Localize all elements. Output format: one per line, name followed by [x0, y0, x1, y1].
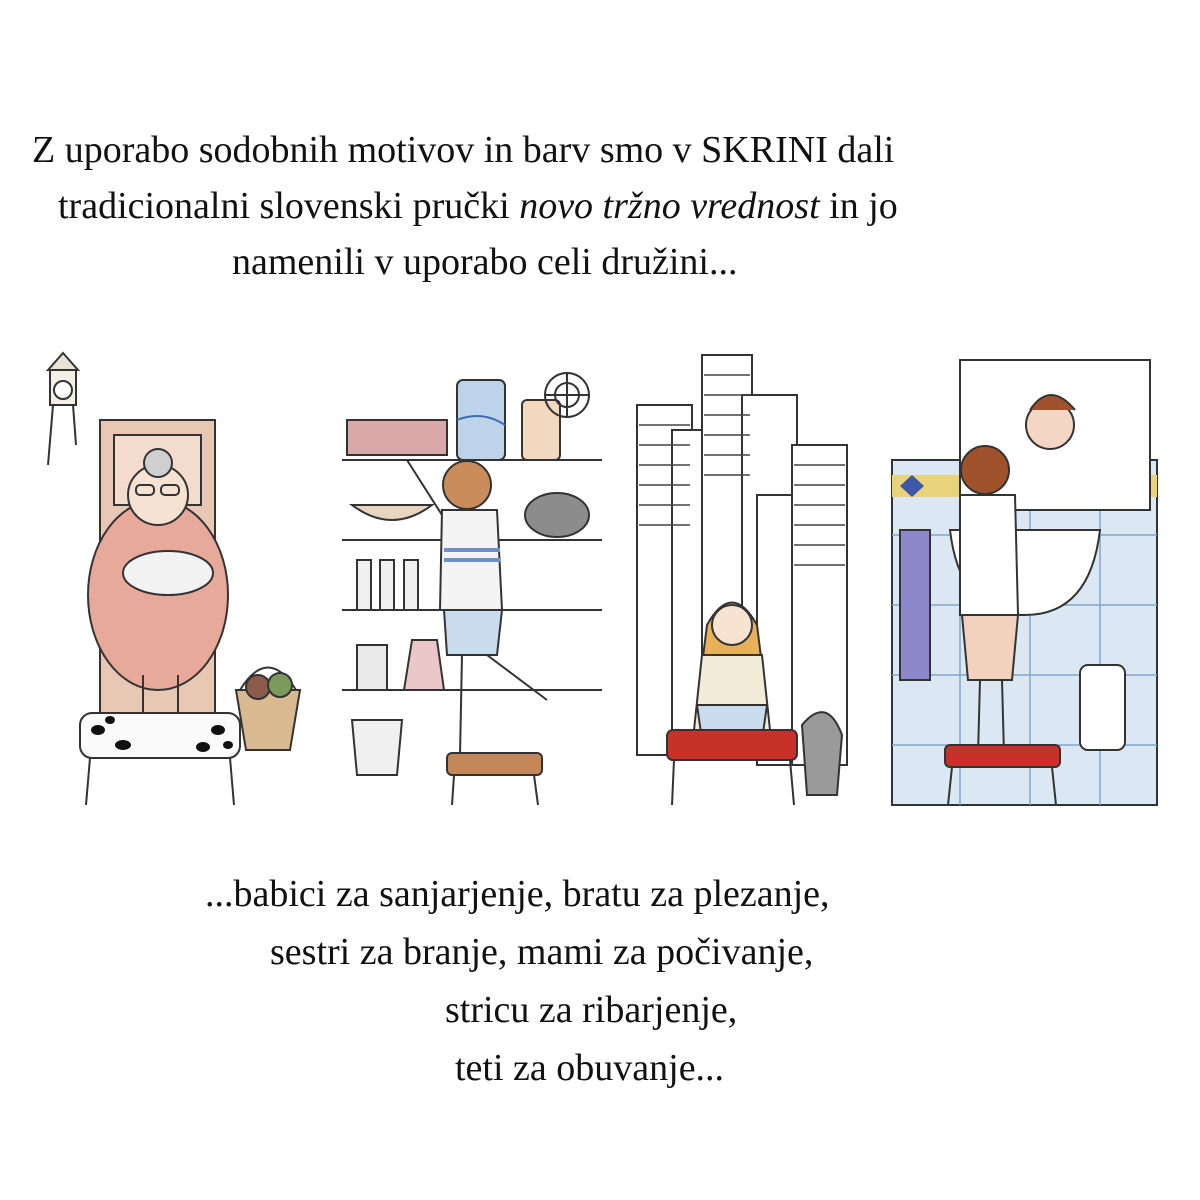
outro-line-4: teti za obuvanje... [455, 1047, 725, 1089]
grandmother-on-stool-icon [18, 335, 308, 835]
sister-reading-among-books-icon [612, 335, 902, 835]
outro-text [0, 872, 1200, 1092]
brother-climbing-shelf-icon [312, 335, 602, 835]
outro-line-3: stricu za ribarjenje, [445, 989, 738, 1031]
intro-line-2 [58, 184, 898, 228]
children-at-sink-icon [880, 335, 1170, 835]
intro-line-3: namenili v uporabo celi družini... [232, 241, 738, 283]
outro-line-1: ...babici za sanjarjenje, bratu za plezanje, [205, 873, 830, 915]
intro-emphasis: novo tržno vrednost [519, 185, 820, 227]
intro-line-2-start: tradicionalni slovenski pručki [58, 185, 520, 227]
outro-line-2: sestri za branje, mami za počivanje, [270, 931, 814, 973]
intro-text [0, 128, 1200, 298]
intro-line-1: Z uporabo sodobnih motivov in barv smo v SKRINI dali [32, 129, 895, 171]
intro-line-2-end: in jo [819, 185, 898, 227]
